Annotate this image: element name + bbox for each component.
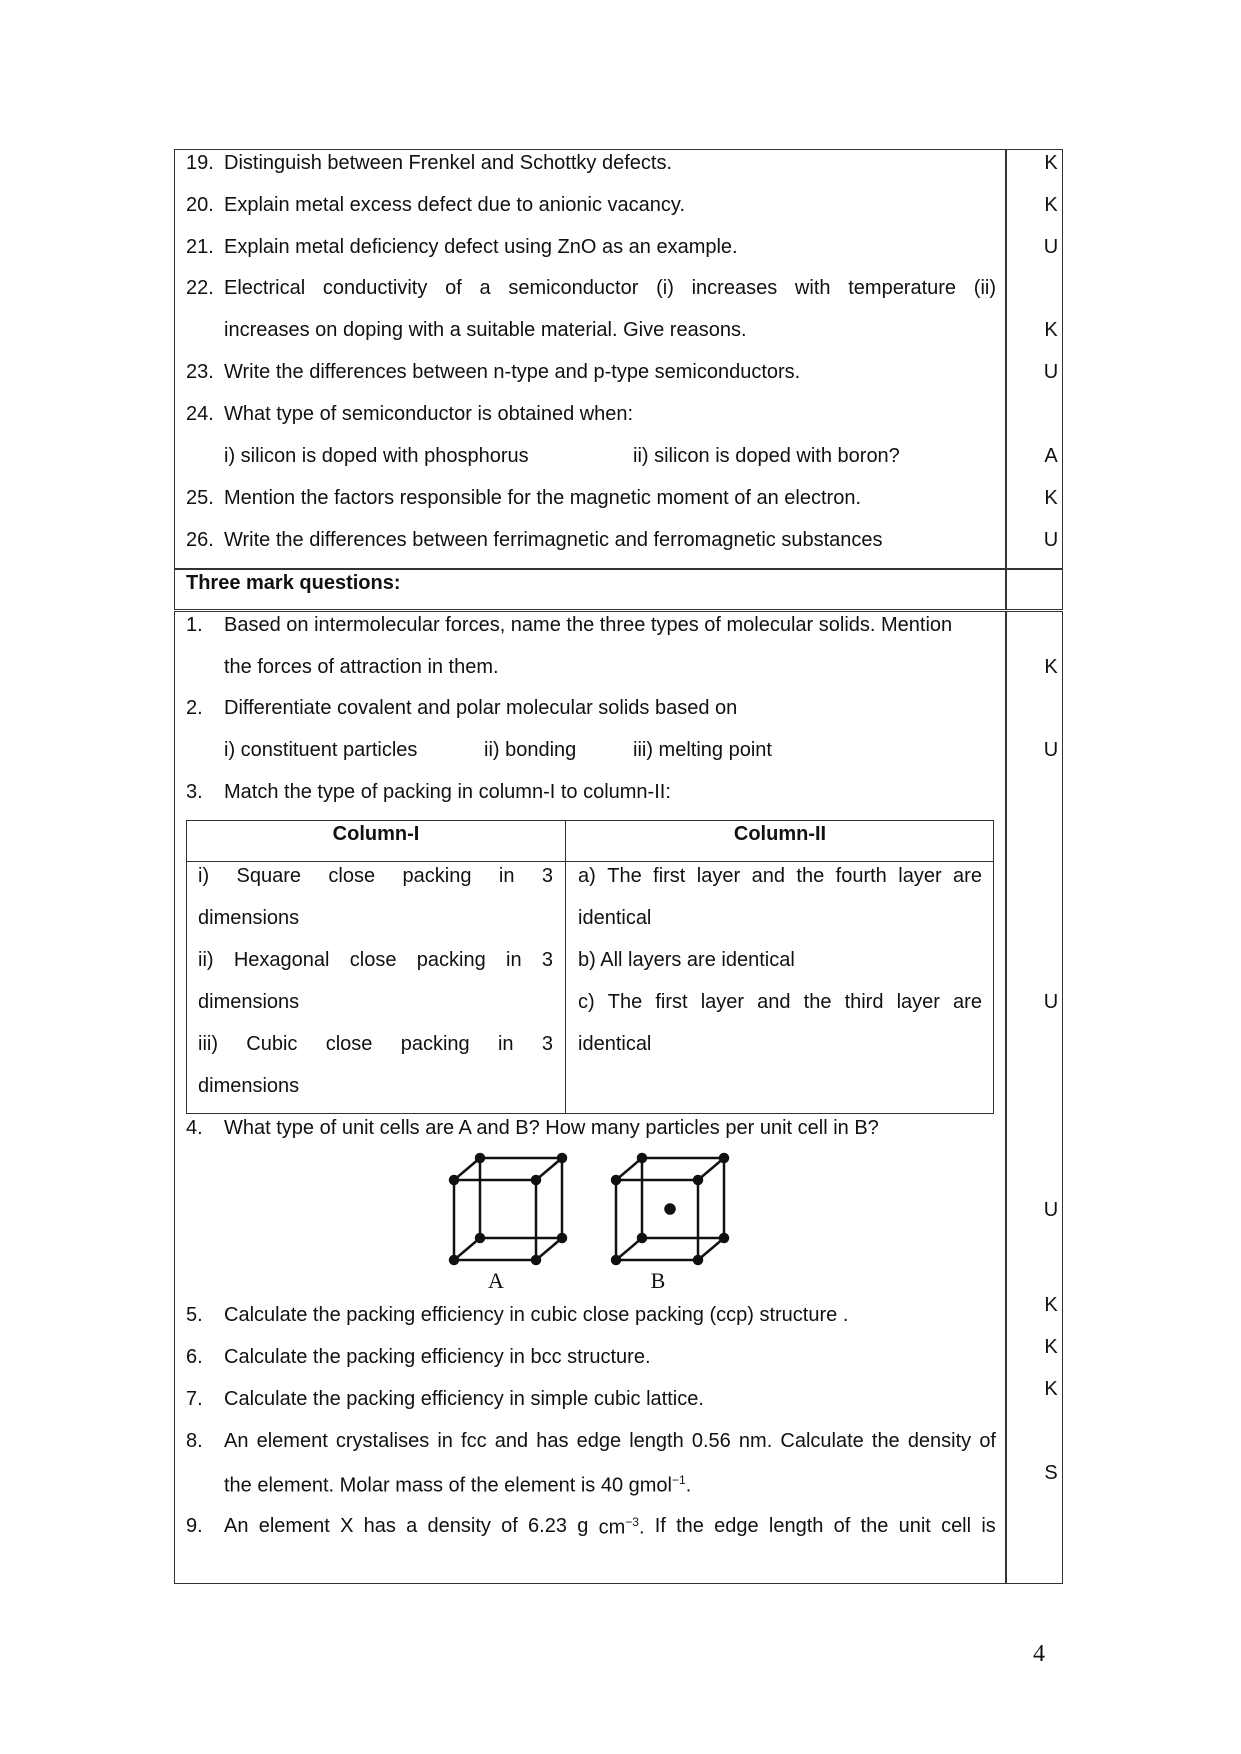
word: 3 xyxy=(541,949,553,971)
word: close xyxy=(325,1033,373,1055)
text-part: If xyxy=(654,1515,666,1537)
word: 3 xyxy=(541,1033,553,1055)
text-part: edge xyxy=(714,1515,759,1537)
text-part: length xyxy=(768,1515,824,1537)
question-22-line2: increases on doping with a suitable material. Give reasons. xyxy=(224,319,747,341)
mark-22: K xyxy=(1044,319,1058,341)
question-text: Write the differences between n-type and p-type semiconductors. xyxy=(224,361,801,383)
mark-20: K xyxy=(1044,194,1058,216)
page-number: 4 xyxy=(1033,1641,1045,1667)
word: layer xyxy=(898,865,942,887)
question-number: 23. xyxy=(186,361,214,383)
question-text-line1: Based on intermolecular forces, name the three types of molecular solids. Mention xyxy=(224,614,953,636)
question-number: 1. xyxy=(186,614,203,636)
tm-mark-4: U xyxy=(1043,1199,1059,1221)
word: in xyxy=(498,865,515,887)
word: first xyxy=(655,991,688,1013)
word: in xyxy=(497,1033,514,1055)
question-number: 26. xyxy=(186,529,214,551)
text-part: cell xyxy=(941,1515,972,1537)
tm-question-1-line2: the forces of attraction in them. xyxy=(224,656,499,678)
question-text: Explain metal excess defect due to anionic vacancy. xyxy=(224,194,685,216)
word: packing xyxy=(402,865,472,887)
word: are xyxy=(953,991,982,1013)
col2-row-2: identical xyxy=(578,907,652,929)
section-heading: Three mark questions: xyxy=(186,572,401,594)
word: third xyxy=(844,991,884,1013)
col1-row-5 xyxy=(198,1033,553,1056)
word: layer xyxy=(700,991,745,1013)
mark-23: U xyxy=(1043,361,1059,383)
tm-mark-6: K xyxy=(1044,1336,1058,1358)
question-number: 7. xyxy=(186,1388,203,1410)
word: iii) xyxy=(198,1033,218,1055)
word: packing xyxy=(400,1033,470,1055)
word: first xyxy=(653,865,686,887)
word: are xyxy=(953,865,982,887)
tm-mark-7: K xyxy=(1044,1378,1058,1400)
col1-row-6: dimensions xyxy=(198,1075,300,1097)
question-24-option-2: ii) silicon is doped with boron? xyxy=(633,445,900,467)
unit-cell-b xyxy=(612,1154,728,1264)
word: and xyxy=(751,865,785,887)
text-part: g xyxy=(577,1515,589,1537)
match-table-divider xyxy=(565,820,566,1114)
word: layer xyxy=(696,865,741,887)
word: Square xyxy=(236,865,302,887)
question-number: 4. xyxy=(186,1117,203,1139)
question-number: 22. xyxy=(186,277,214,299)
question-number: 3. xyxy=(186,781,203,803)
question-text: Calculate the packing efficiency in cubic close packing (ccp) structure . xyxy=(224,1304,849,1326)
question-text: Mention the factors responsible for the magnetic moment of an electron. xyxy=(224,487,862,509)
word: Hexagonal xyxy=(233,949,330,971)
question-number: 5. xyxy=(186,1304,203,1326)
line-text: the element. Molar mass of the element is 40 gmol xyxy=(224,1474,672,1497)
question-number: 24. xyxy=(186,403,214,425)
question-text: Differentiate covalent and polar molecular solids based on xyxy=(224,697,738,719)
question-text: Explain metal deficiency defect using ZnO as an example. xyxy=(224,236,738,258)
question-number: 8. xyxy=(186,1430,203,1452)
text-part: unit xyxy=(898,1515,931,1537)
word: close xyxy=(349,949,397,971)
word: layer xyxy=(896,991,940,1013)
label-a: A xyxy=(488,1268,504,1293)
superscript: −1 xyxy=(672,1473,686,1487)
question-number: 2. xyxy=(186,697,203,719)
tm-question-2-option-1: i) constituent particles xyxy=(224,739,418,761)
question-text: Write the differences between ferrimagnetic and ferromagnetic substances xyxy=(224,529,883,551)
word: i) xyxy=(198,865,210,887)
text-part: a xyxy=(406,1515,418,1537)
column-2-header: Column-II xyxy=(733,823,827,845)
question-text-line1: An element crystalises in fcc and has edge length 0.56 nm. Calculate the density of xyxy=(224,1430,996,1452)
question-text: What type of unit cells are A and B? How many particles per unit cell in B? xyxy=(224,1117,879,1139)
text-part: the xyxy=(860,1515,889,1537)
text-part: of xyxy=(833,1515,851,1537)
question-24-option-1: i) silicon is doped with phosphorus xyxy=(224,445,529,467)
tm-question-2-option-3: iii) melting point xyxy=(633,739,772,761)
question-number: 20. xyxy=(186,194,214,216)
word: The xyxy=(607,991,643,1013)
question-number: 19. xyxy=(186,152,214,174)
mark-24: A xyxy=(1044,445,1058,467)
question-text-line1: Electrical conductivity of a semiconductor (i) increases with temperature (ii) xyxy=(224,277,996,299)
tm-question-8-line2 xyxy=(224,1473,691,1498)
col1-row-2: dimensions xyxy=(198,907,300,929)
col2-row-5: identical xyxy=(578,1033,652,1055)
col1-row-1 xyxy=(198,865,553,888)
question-text-line1 xyxy=(224,1515,996,1540)
unit-cell-a xyxy=(450,1154,566,1264)
col2-row-4 xyxy=(578,991,982,1014)
word: Cubic xyxy=(246,1033,298,1055)
question-number: 25. xyxy=(186,487,214,509)
text-part: has xyxy=(363,1515,396,1537)
text-part: of xyxy=(501,1515,518,1537)
tm-mark-1: K xyxy=(1044,656,1058,678)
word: 3 xyxy=(541,865,553,887)
text-part: the xyxy=(676,1515,704,1537)
word: close xyxy=(328,865,376,887)
mark-26: U xyxy=(1043,529,1059,551)
word: the xyxy=(803,991,832,1013)
question-text: Calculate the packing efficiency in bcc structure. xyxy=(224,1346,651,1368)
question-text: What type of semiconductor is obtained when: xyxy=(224,403,634,425)
superscript: −3 xyxy=(625,1515,639,1529)
text-part: An xyxy=(224,1515,249,1537)
question-number: 9. xyxy=(186,1515,203,1537)
unit-cell-figure xyxy=(440,1150,740,1295)
section-heading-marks-frame xyxy=(1006,569,1063,610)
text-part: density xyxy=(427,1515,491,1537)
col2-row-3: b) All layers are identical xyxy=(578,949,795,971)
col1-row-4: dimensions xyxy=(198,991,300,1013)
tm-mark-3: U xyxy=(1043,991,1059,1013)
tm-question-2-option-2: ii) bonding xyxy=(484,739,577,761)
word: the xyxy=(796,865,825,887)
mark-21: U xyxy=(1043,236,1059,258)
text-part: element xyxy=(258,1515,330,1537)
text-part: $cm^{-3}$. xyxy=(598,1515,645,1539)
tm-mark-2: U xyxy=(1043,739,1059,761)
col2-row-1 xyxy=(578,865,982,888)
word: in xyxy=(506,949,522,971)
question-number: 6. xyxy=(186,1346,203,1368)
text-part: X xyxy=(340,1515,354,1537)
question-text: Match the type of packing in column-I to column-II: xyxy=(224,781,671,803)
word: The xyxy=(607,865,642,887)
word: ii) xyxy=(198,949,214,971)
question-number: 21. xyxy=(186,236,214,258)
tm-mark-5: K xyxy=(1044,1294,1058,1316)
text-part: 6.23 xyxy=(528,1515,567,1537)
question-text: Calculate the packing efficiency in simple cubic lattice. xyxy=(224,1388,704,1410)
question-text: Distinguish between Frenkel and Schottky defects. xyxy=(224,152,673,174)
word: and xyxy=(757,991,791,1013)
col1-row-3 xyxy=(198,949,553,972)
tm-mark-8: S xyxy=(1044,1462,1058,1484)
word: a) xyxy=(578,865,596,887)
mark-25: K xyxy=(1044,487,1058,509)
line-end: . xyxy=(685,1474,692,1497)
label-b: B xyxy=(650,1268,666,1293)
text-part: is xyxy=(981,1515,996,1537)
word: packing xyxy=(416,949,486,971)
mark-19: K xyxy=(1044,152,1058,174)
column-1-header: Column-I xyxy=(332,823,420,845)
word: c) xyxy=(578,991,595,1013)
word: fourth xyxy=(835,865,887,887)
match-table-header-rule xyxy=(186,861,994,862)
